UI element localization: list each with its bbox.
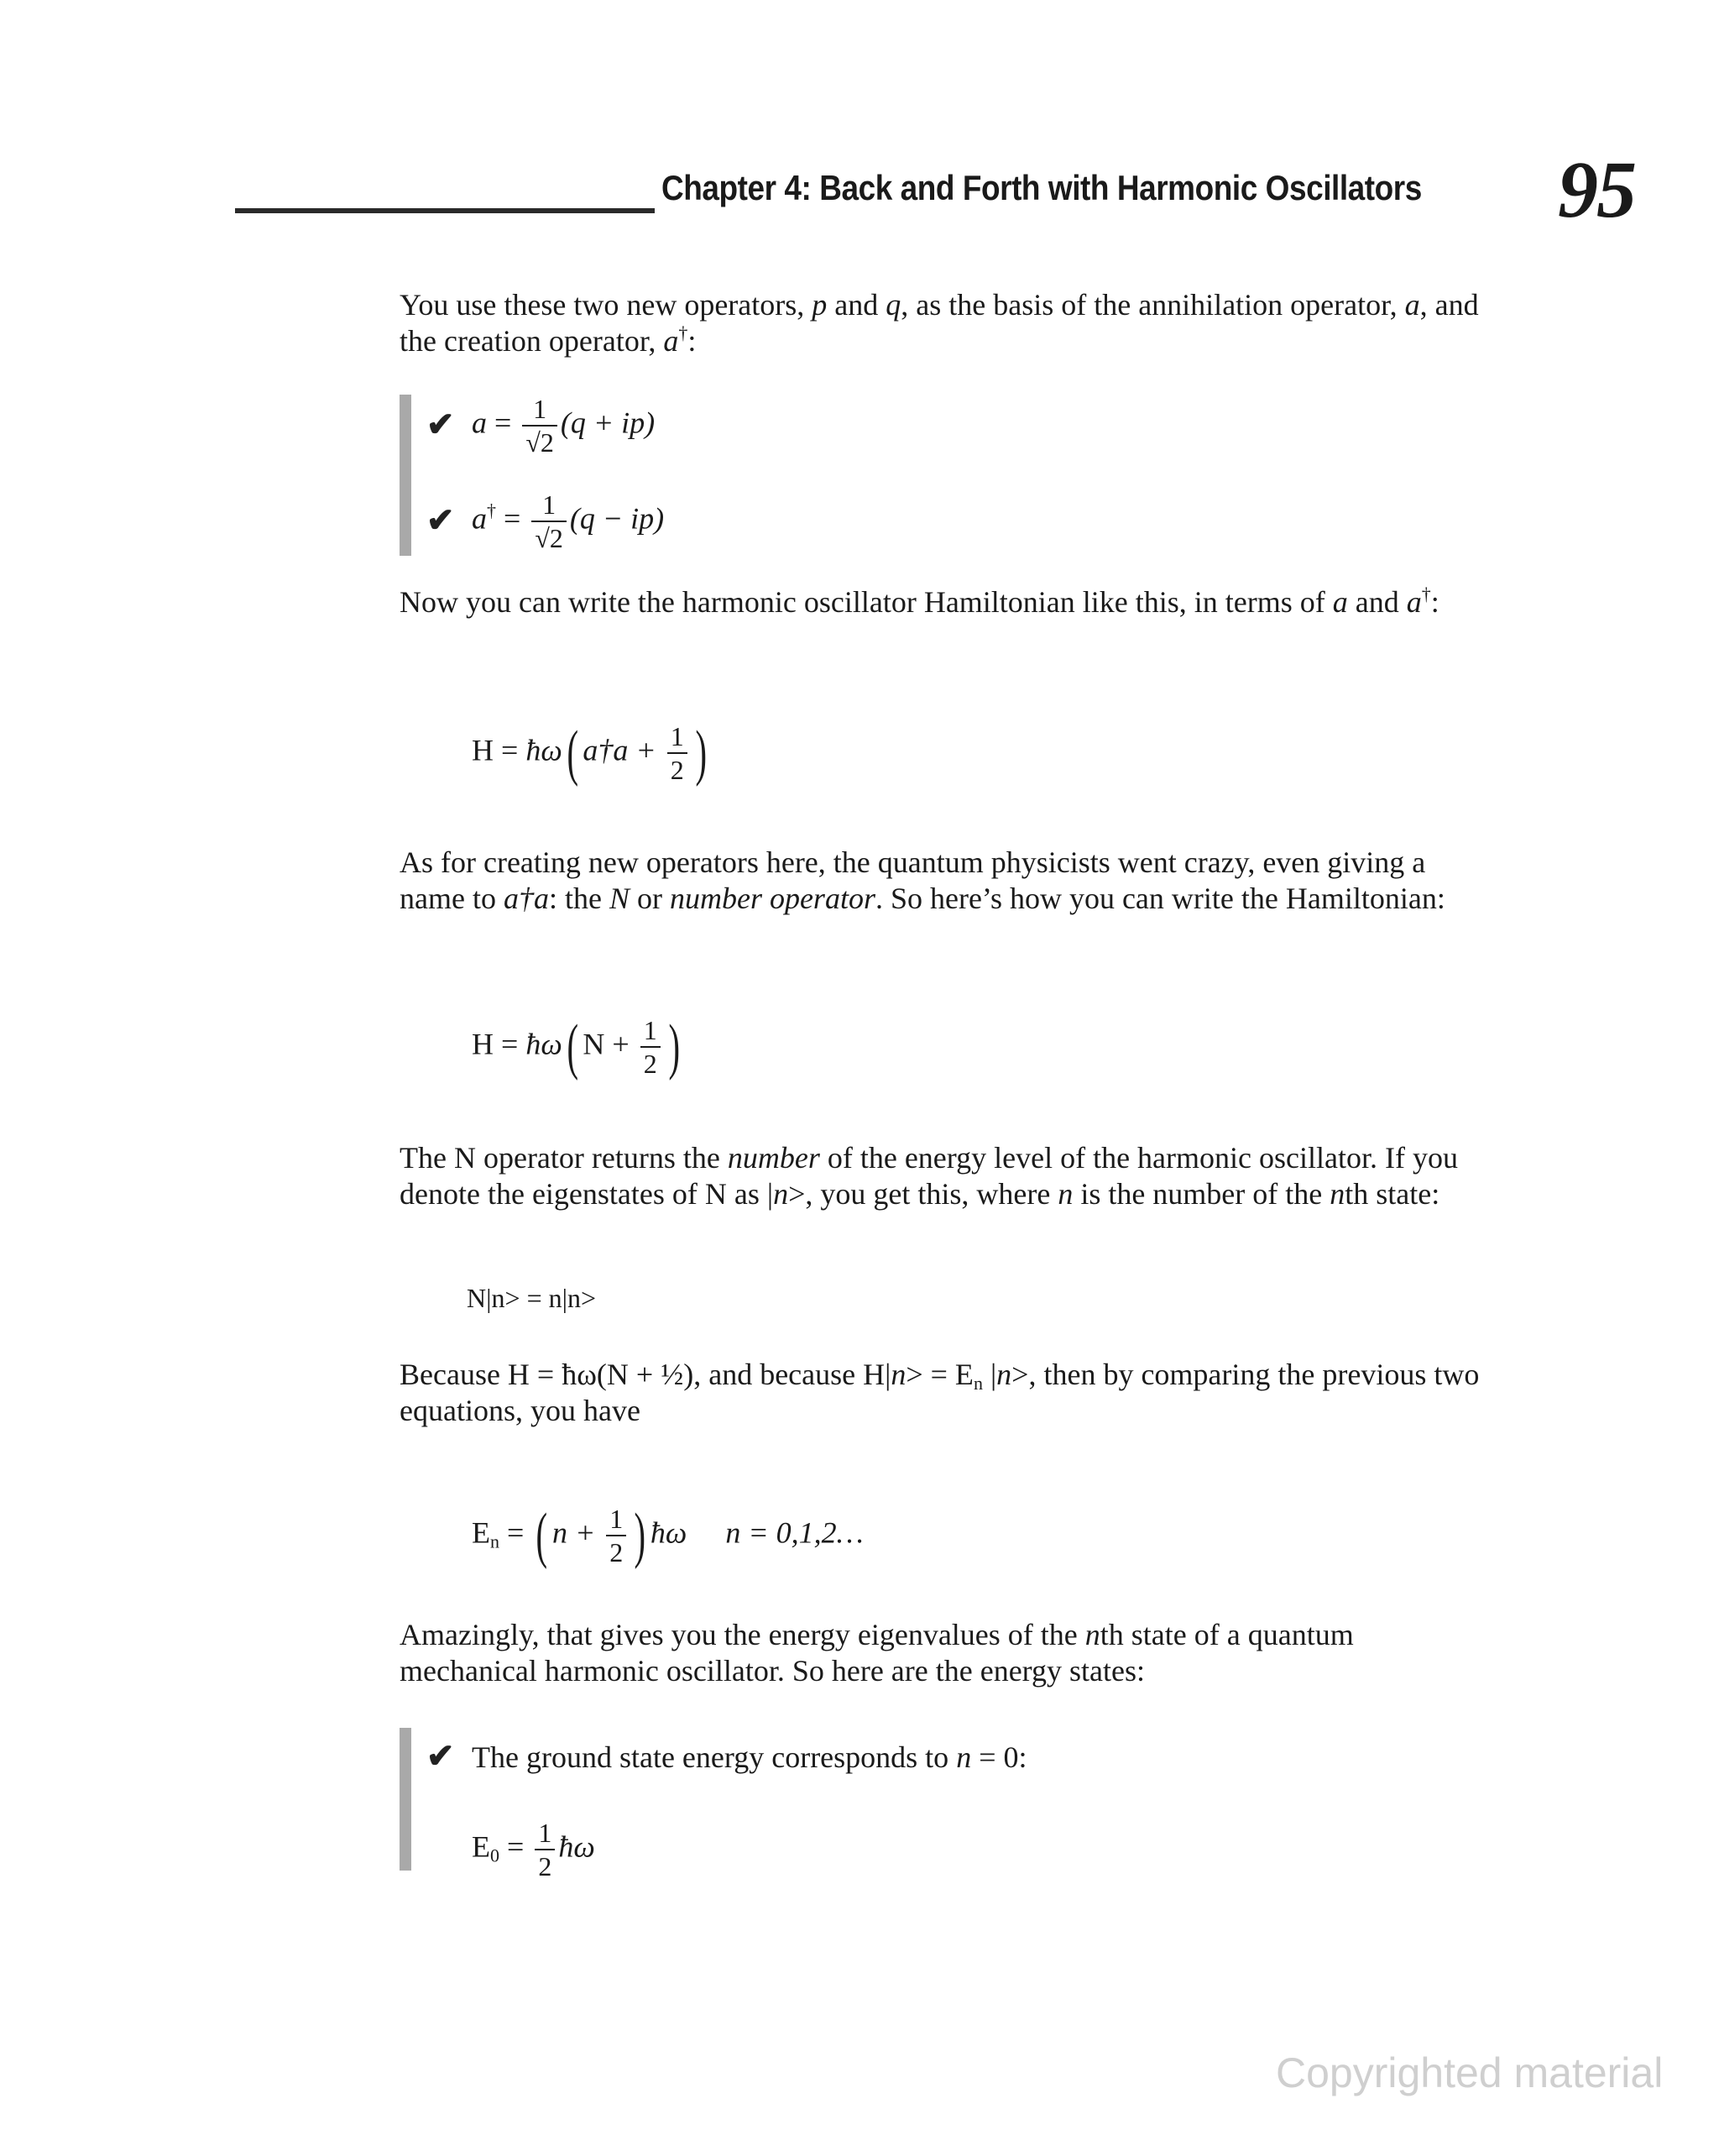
checkmark-icon: ✔ <box>426 406 455 443</box>
equation-annihilation-operator: a = $\frac{1}{√2}$ (q + ip) <box>472 394 656 458</box>
equation-hamiltonian-number: H = ħω( N + $\frac{1}{2}$ ) <box>472 1013 680 1081</box>
paragraph-n-operator: The N operator returns the number of the energy level of the harmonic oscillator. If you denote the eigenstates of N as |n>, you get this, where n is the number of the nth state: <box>400 1141 1458 1211</box>
paragraph-hamiltonian-intro: Now you can write the harmonic oscillator Hamiltonian like this, in terms of a and a†: <box>400 583 1439 619</box>
copyright-watermark: Copyrighted material <box>1276 2049 1664 2096</box>
equation-ground-state-energy: $E_0$ = $\frac{1}{2}$ ħω <box>472 1818 595 1881</box>
header-rule <box>235 208 655 213</box>
bullet-ground-state: The ground state energy corresponds to n = 0: <box>472 1740 1027 1774</box>
equation-energy-eigenvalues: $E_n$ = ( n + $\frac{1}{2}$ ) ħω n = 0,1,2… <box>472 1501 864 1570</box>
equation-number-eigen: N|n> = n|n> <box>467 1283 597 1313</box>
checkmark-icon: ✔ <box>426 1737 455 1775</box>
paragraph-operators-intro: You use these two new operators, p and q, as the basis of the annihilation operator, a, and the creation operator, a†: <box>400 288 1479 358</box>
page-number: 95 <box>1558 144 1635 234</box>
equation-hamiltonian-ladder: H = ħω( a†a + $\frac{1}{2}$ ) <box>472 719 707 788</box>
bullet-group-bar <box>400 395 411 556</box>
bullet-group-bar <box>400 1728 411 1871</box>
checkmark-icon: ✔ <box>426 501 455 539</box>
paragraph-number-operator: As for creating new operators here, the quantum physicists went crazy, even giving a name to a†a: the N or number operator. So here’s how you can write the Hamiltonian: <box>400 845 1445 915</box>
paragraph-energy-states: Amazingly, that gives you the energy eigenvalues of the nth state of a quantum mechanical harmonic oscillator. So here are the energy states: <box>400 1618 1354 1688</box>
equation-creation-operator: a† = $\frac{1}{√2}$ (q − ip) <box>472 489 665 553</box>
chapter-title: Chapter 4: Back and Forth with Harmonic Oscillators <box>661 168 1422 207</box>
paragraph-comparison: Because H = ħω(N + ½), and because $H|n> = E_n$ |n>, then by comparing the previous two equations, you have <box>400 1358 1480 1427</box>
